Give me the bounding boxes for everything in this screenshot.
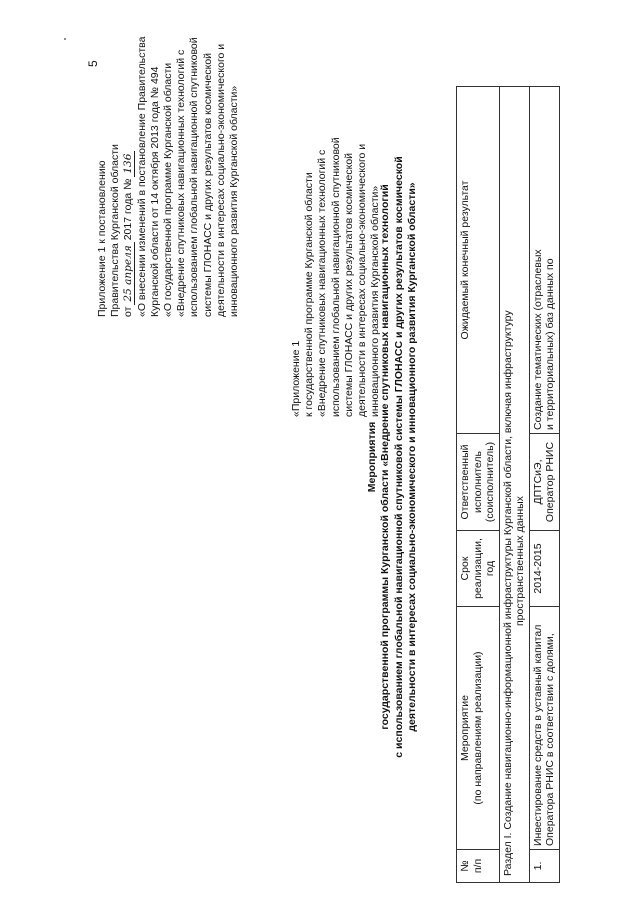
header-activity: Мероприятие (по направлениям реализации) xyxy=(457,607,500,850)
appendix-line2: Правительства Курганской области xyxy=(109,144,122,317)
title-line: с использованием глобальной навигационной спутниковой системы ГЛОНАСС и других результатов космической xyxy=(392,156,405,758)
program-appendix-line: «Приложение 1 xyxy=(290,340,302,417)
header-num: № п/п xyxy=(457,850,500,883)
appendix-body-line: «Внедрение спутниковых навигационных технологий с xyxy=(175,49,188,317)
appendix-header xyxy=(96,37,241,317)
appendix-body-line: «О государственной программе Курганской области xyxy=(162,62,175,317)
appendix-body-line: системы ГЛОНАСС и других результатов космической xyxy=(201,52,214,317)
activities-table xyxy=(456,86,560,883)
document-title xyxy=(366,127,419,787)
table-row xyxy=(529,87,559,883)
row-num: 1. xyxy=(529,850,559,883)
appendix-body-line: «О внесении изменений в постановление Правительства xyxy=(135,36,148,317)
section-title-line2: пространственных данных xyxy=(514,496,526,626)
page-number: 5 xyxy=(86,60,100,67)
program-appendix-line: «Внедрение спутниковых навигационных технологий с xyxy=(316,149,329,417)
header-period: Срок реализации, год xyxy=(457,531,500,607)
program-appendix-line: использованием глобальной навигационной спутниковой xyxy=(329,137,342,417)
title-line: деятельности в интересах социально-экономического и инновационного развития Курганской области» xyxy=(405,182,418,732)
handwritten-date: 25 апреля xyxy=(123,242,135,304)
appendix-body-line: деятельности в интересах социально-экономического и xyxy=(214,43,227,317)
program-appendix-line: системы ГЛОНАСС и других результатов космической xyxy=(342,152,355,417)
appendix-body-line: Курганской области от 14 октября 2013 года № 494 xyxy=(148,66,161,317)
scan-speck xyxy=(64,38,66,40)
program-appendix-line: деятельности в интересах социально-экономического и xyxy=(356,143,369,417)
section-title xyxy=(499,87,529,883)
program-appendix-line: инновационного развития Курганской области» xyxy=(369,185,382,417)
appendix-body-line: инновационного развития Курганской области» xyxy=(228,85,241,317)
title-heading: Мероприятия xyxy=(366,421,378,493)
handwritten-number: 136 xyxy=(123,151,135,177)
date-year: 2017 года № xyxy=(122,178,135,241)
section-row xyxy=(499,87,529,883)
date-prefix: от xyxy=(122,306,135,317)
header-result: Ожидаемый конечный результат xyxy=(457,87,500,434)
section-title-line1: Раздел I. Создание навигационно-информационной инфраструктуры Курганской области, включая инфраструктуру xyxy=(501,310,514,876)
table-header-row xyxy=(457,87,500,883)
appendix-line1: Приложение 1 к постановлению xyxy=(96,160,108,317)
appendix-body-line: использованием глобальной навигационной спутниковой xyxy=(188,37,201,317)
title-line: государственной программы Курганской области «Внедрение спутниковых навигационных технологий xyxy=(379,184,392,730)
row-result: Создание тематических (отраслевых и территориальных) баз данных по xyxy=(529,87,559,434)
row-executor: ДПТСиЭ, Оператор РНИС xyxy=(529,434,559,531)
row-period: 2014-2015 xyxy=(529,531,559,607)
header-executor: Ответственный исполнитель (соисполнитель) xyxy=(457,434,500,531)
program-appendix-line: к государственной программе Курганской области xyxy=(303,172,316,417)
row-activity: Инвестирование средств в уставный капитал Оператора РНИС в соответствии с долями, xyxy=(529,607,559,850)
